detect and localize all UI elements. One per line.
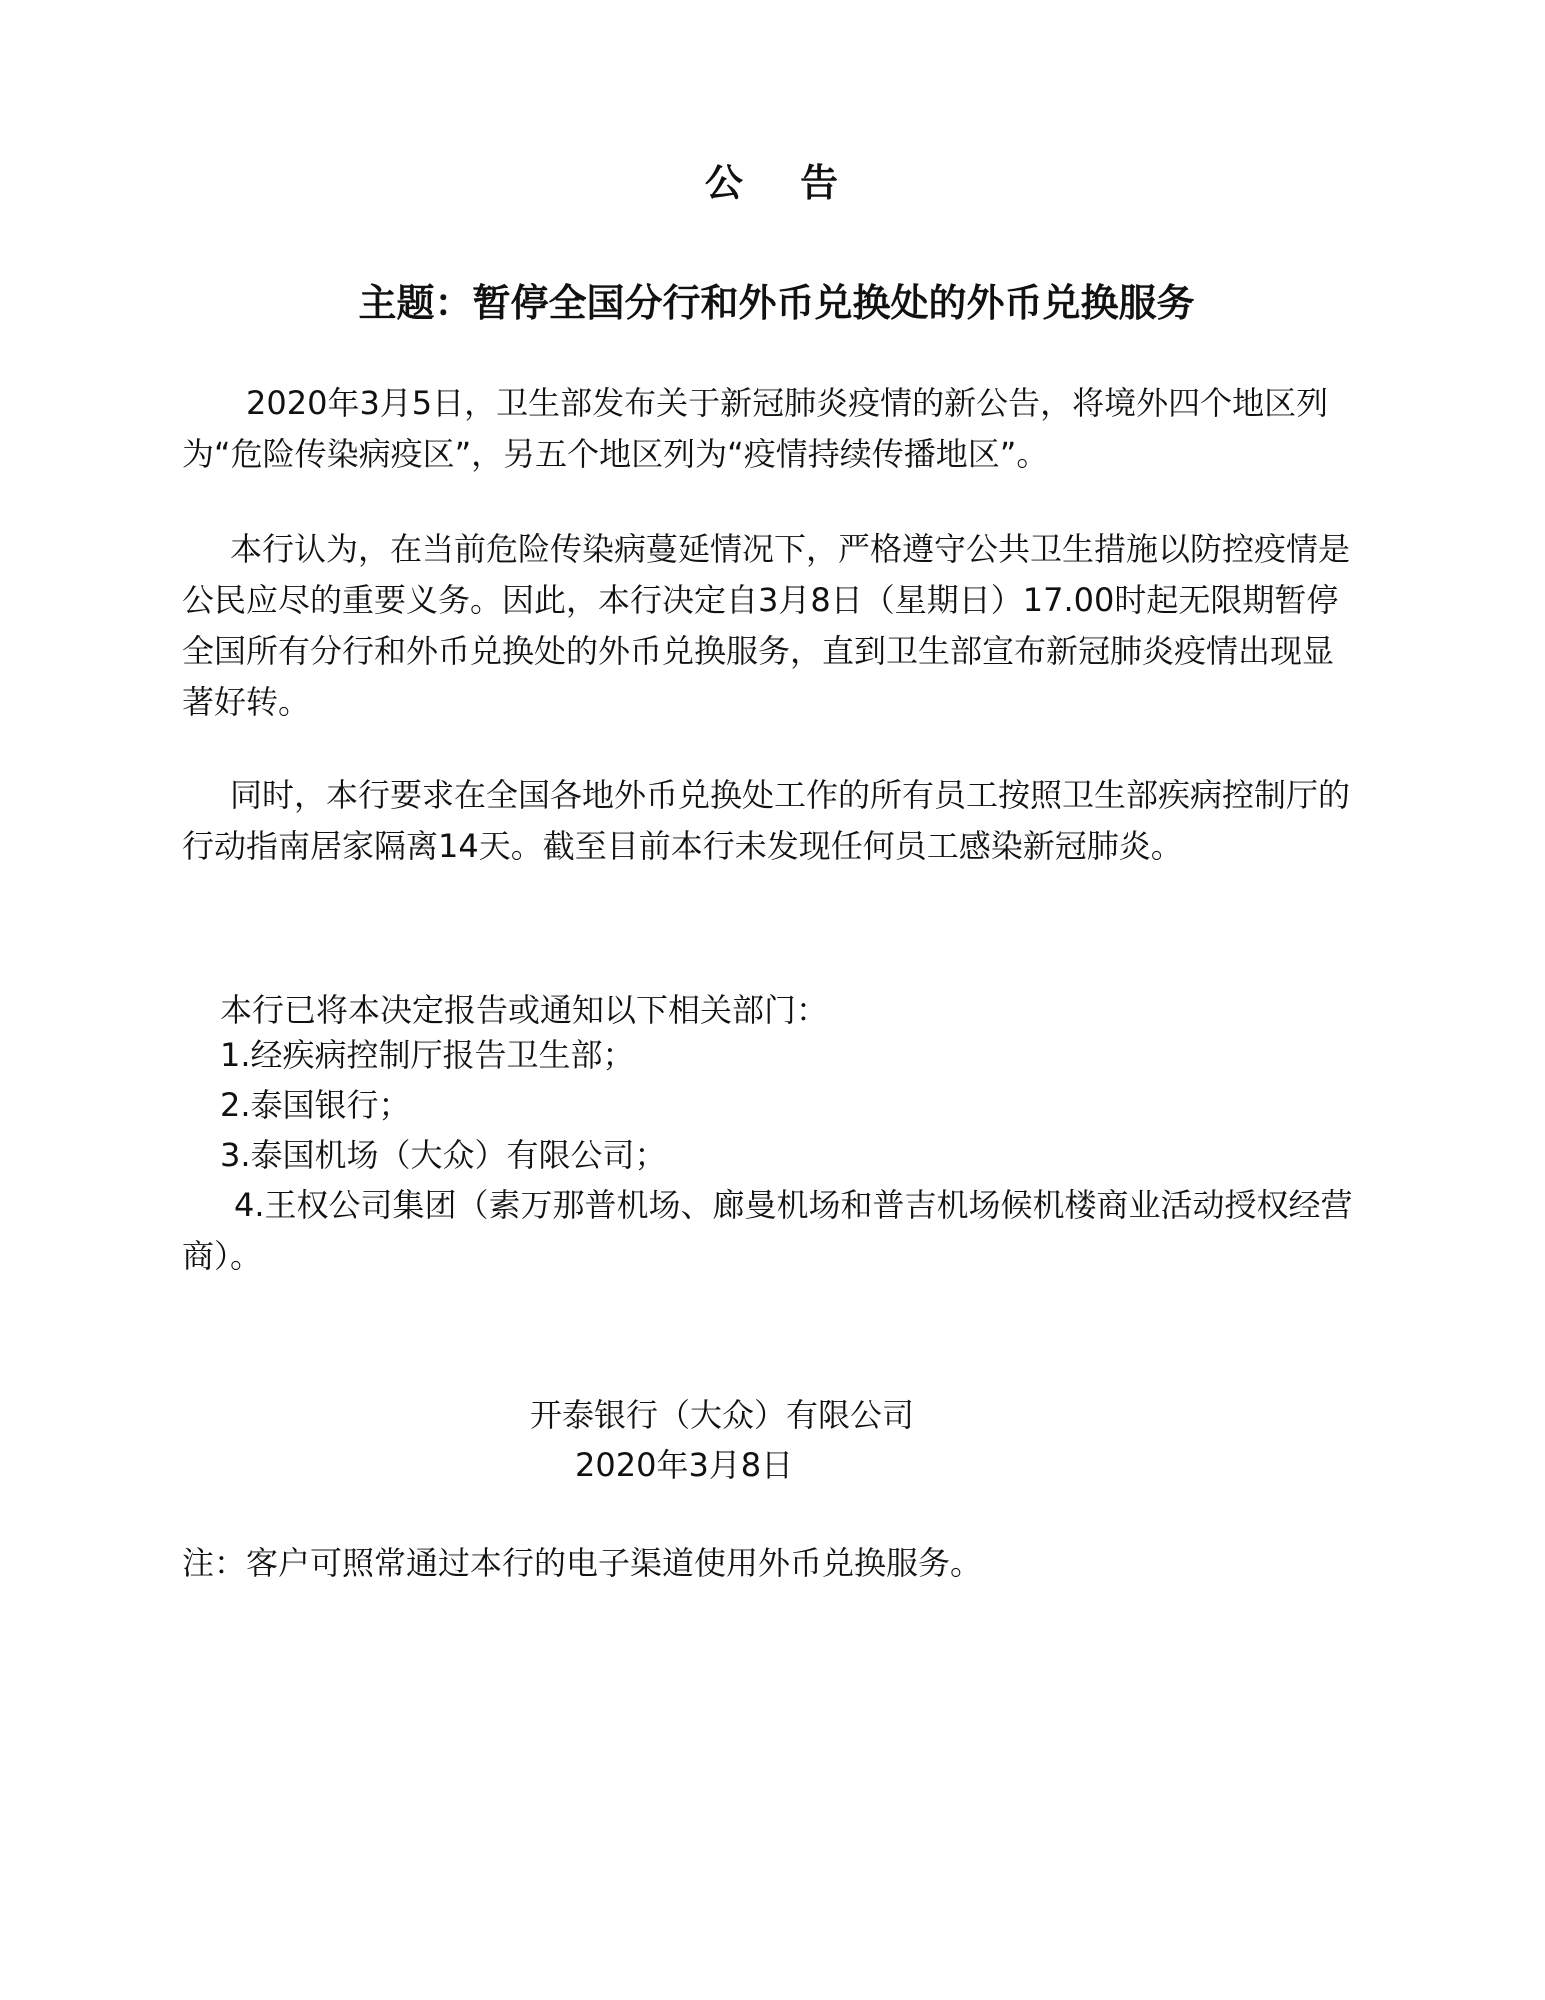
signature-company: 开泰银行（大众）有限公司 [530, 1396, 915, 1434]
list-item-3: 3.泰国机场（大众）有限公司； [220, 1136, 667, 1174]
list-item-1: 1.经疾病控制厅报告卫生部； [220, 1036, 635, 1074]
document-title: 公 告 [704, 161, 861, 205]
signature-date: 2020年3月8日 [575, 1446, 794, 1484]
paragraph-2: 本行认为，在当前危险传染病蔓延情况下，严格遵守公共卫生措施以防控疫情是公民应尽的重要义务。因此，本行决定自3月8日（星期日）17.00时起无限期暂停全国所有分行和外币兑换处的外币兑换服务，直到卫生部宣布新冠肺炎疫情出现显著好转。 [182, 530, 1351, 721]
paragraph-1: 2020年3月5日，卫生部发布关于新冠肺炎疫情的新公告，将境外四个地区列为“危险传染病疫区”，另五个地区列为“疫情持续传播地区”。 [182, 384, 1329, 473]
list-item-2: 2.泰国银行； [220, 1086, 411, 1124]
list-item-4: 4.王权公司集团（素万那普机场、廊曼机场和普吉机场候机楼商业活动授权经营商）。 [182, 1186, 1353, 1275]
document-subject: 主题：暂停全国分行和外币兑换处的外币兑换服务 [358, 281, 1195, 325]
footnote: 注：客户可照常通过本行的电子渠道使用外币兑换服务。 [182, 1544, 983, 1582]
list-intro: 本行已将本决定报告或通知以下相关部门： [220, 991, 829, 1029]
paragraph-3: 同时，本行要求在全国各地外币兑换处工作的所有员工按照卫生部疾病控制厅的行动指南居家隔离14天。截至目前本行未发现任何员工感染新冠肺炎。 [182, 776, 1351, 865]
